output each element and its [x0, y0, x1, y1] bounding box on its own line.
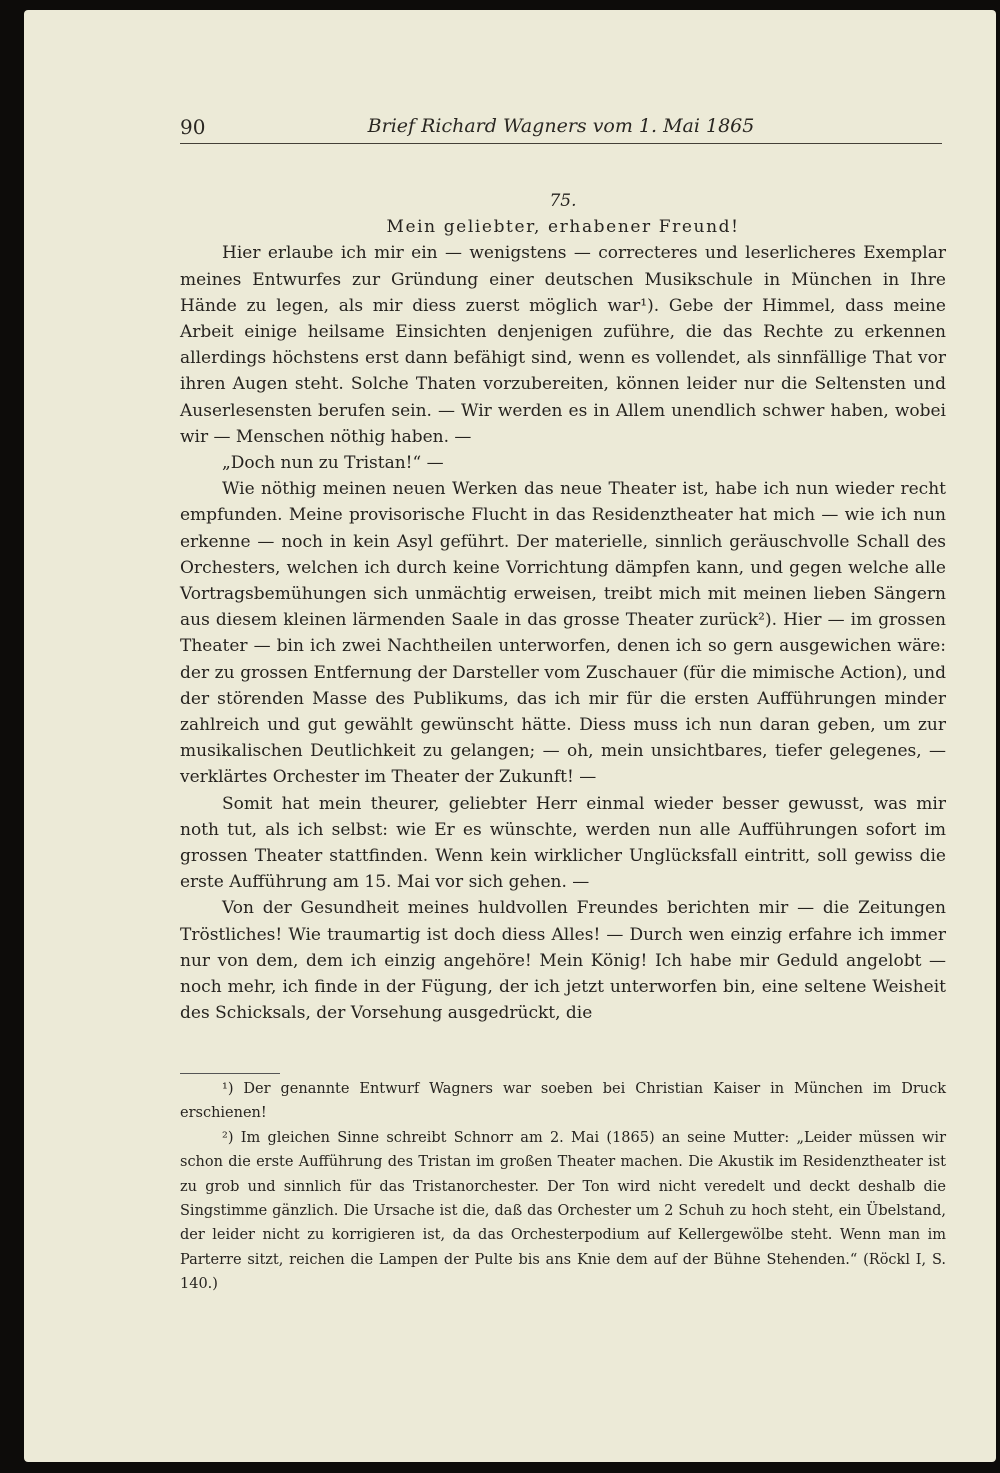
- salutation: Mein geliebter, erhabener Freund!: [386, 217, 740, 238]
- paragraph: Hier erlaube ich mir ein — wenigstens — correcteres und leserlicheres Exemplar meines Entwurfes zur Gründung einer deutschen Musikschule in München in Ihre Hände zu legen, als mir diess zuerst möglich war¹). Gebe der Himmel, dass meine Arbeit einige heilsame Einsichten denjenigen zuführe, die das Rechte zu erkennen allerdings höchstens erst dann befähigt sind, wenn es vollendet, als sinnfällige That vor ihren Augen steht. Solche Thaten vorzubereiten, können leider nur die Seltensten und Auserlesensten berufen sein. — Wir werden es in Allem unendlich schwer haben, wobei wir — Menschen nöthig haben. —: [180, 243, 946, 447]
- paragraph: Wie nöthig meinen neuen Werken das neue Theater ist, habe ich nun wieder recht empfunden. Meine provisorische Flucht in das Residenztheater hat mich — wie ich nun erkenne — noch in kein Asyl geführt. Der materielle, sinnlich geräuschvolle Schall des Orchesters, welchen ich durch keine Vorrichtung dämpfen kann, und gegen welche alle Vortragsbemühungen sich unmächtig erweisen, treibt mich mit meinen lieben Sängern aus diesem kleinen lärmenden Saale in das grosse Theater zurück²). Hier — im grossen Theater — bin ich zwei Nachtheilen unterworfen, denen ich so gern ausgewichen wäre: der zu grossen Entfernung der Darsteller vom Zuschauer (für die mimische Action), und der störenden Masse des Publikums, das ich mir für die ersten Aufführungen minder zahlreich und gut gewählt gewünscht hätte. Diess muss ich nun daran geben, um zur musikalischen Deutlichkeit zu gelangen; — oh, mein unsichtbares, tiefer gelegenes, — verklärtes Orchester im Theater der Zukunft! —: [180, 479, 946, 788]
- footnote: ¹) Der genannte Entwurf Wagners war soeben bei Christian Kaiser in München im Druck erschienen!: [180, 1081, 946, 1122]
- paragraph: Von der Gesundheit meines huldvollen Freundes berichten mir — die Zeitungen Tröstliches! Wie traumartig ist doch diess Alles! — Durch wen einzig erfahre ich immer nur von dem, dem ich einzig angehöre! Mein König! Ich habe mir Geduld angelobt — noch mehr, ich finde in der Fügung, der ich jetzt unterworfen bin, eine seltene Weisheit des Schicksals, der Vorsehung ausgedrückt, die: [180, 898, 946, 1024]
- footnotes: [180, 1077, 946, 1297]
- paragraph: Somit hat mein theurer, geliebter Herr einmal wieder besser gewusst, was mir noth tut, als ich selbst: wie Er es wünschte, werden nun alle Aufführungen sofort im grossen Theater stattfinden. Wenn kein wirklicher Unglücksfall eintritt, soll gewiss die erste Aufführung am 15. Mai vor sich gehen. —: [180, 793, 946, 893]
- page-number: 90: [180, 115, 206, 139]
- letter-number: 75.: [549, 191, 577, 211]
- letter-body: [180, 188, 946, 1027]
- footnote-rule: [180, 1073, 280, 1074]
- page-header: [180, 113, 942, 144]
- running-head: Brief Richard Wagners vom 1. Mai 1865: [367, 115, 755, 137]
- footnote: ²) Im gleichen Sinne schreibt Schnorr am 2. Mai (1865) an seine Mutter: „Leider müssen wir schon die erste Aufführung des Tristan im großen Theater machen. Die Akustik im Residenztheater ist zu grob und sinnlich für das Tristanorchester. Der Ton wird nicht veredelt und deckt deshalb die Singstimme gänzlich. Die Ursache ist die, daß das Orchester um 2 Schuh zu hoch steht, ein Übelstand, der leider nicht zu korrigieren ist, da das Orchesterpodium auf Kellergewölbe steht. Wenn man im Parterre sitzt, reichen die Lampen der Pulte bis ans Knie dem auf der Bühne Stehenden.“ (Röckl I, S. 140.): [180, 1129, 946, 1293]
- book-page: [24, 10, 996, 1462]
- paragraph: „Doch nun zu Tristan!“ —: [222, 453, 444, 474]
